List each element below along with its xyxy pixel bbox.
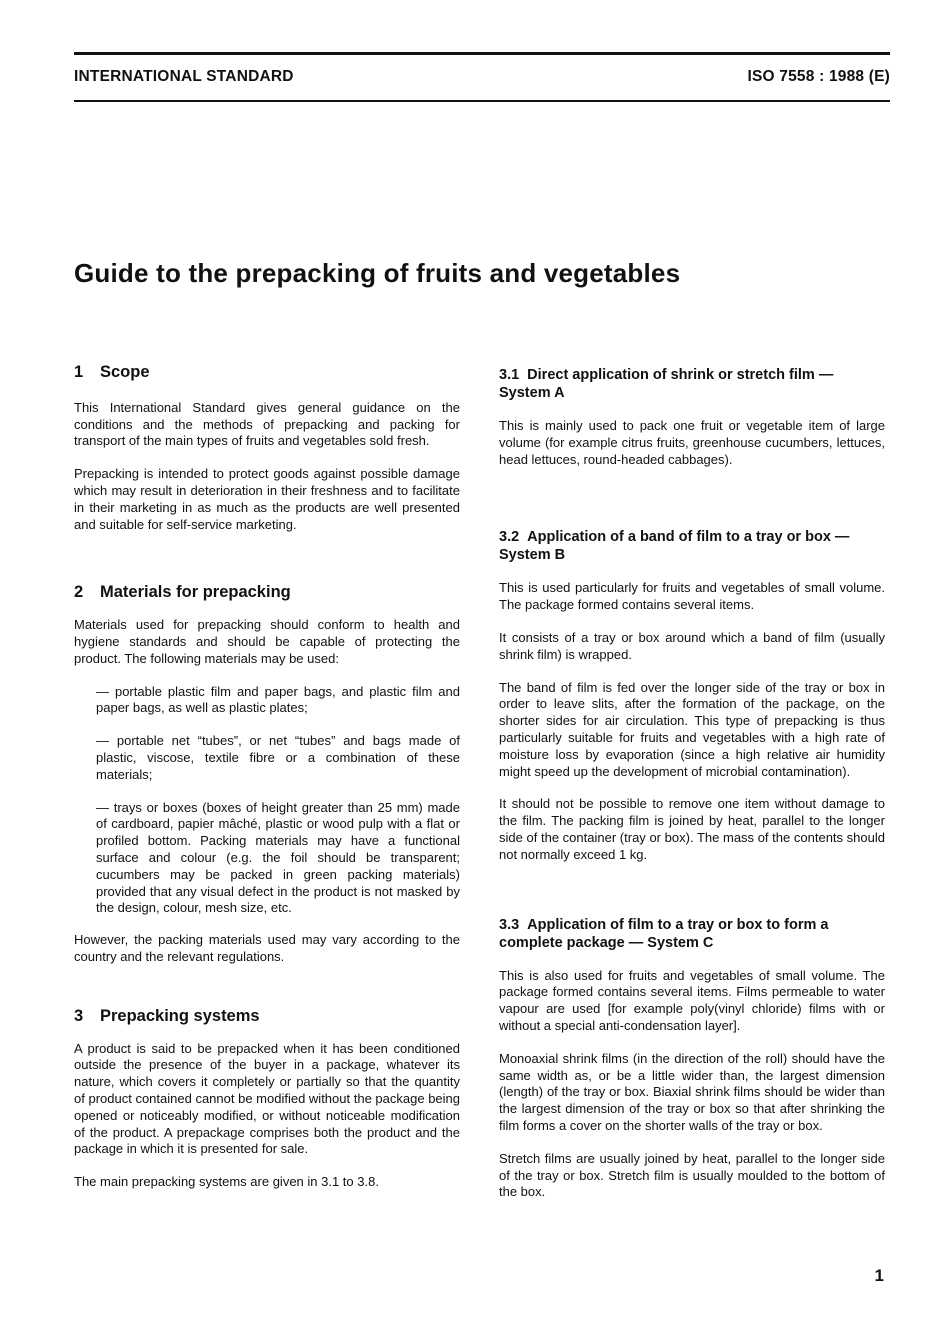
subsection-title: Direct application of shrink or stretch film — System A: [499, 367, 834, 401]
section-title: Scope: [100, 363, 150, 381]
subsection-title: Application of a band of film to a tray or box — System B: [499, 529, 850, 564]
paragraph: This is mainly used to pack one fruit or vegetable item of large volume (for example citrus fruits, greenhouse cucumbers, lettuces, head lettuces, round-headed cabbages).: [499, 418, 885, 467]
section-number: 1: [74, 363, 84, 381]
section-title: Materials for prepacking: [100, 583, 291, 602]
subsection-title: Application of film to a tray or box to form a complete package — System C: [499, 916, 829, 951]
document-title: Guide to the prepacking of fruits and vegetables: [74, 258, 681, 288]
paragraph: The band of film is fed over the longer side of the tray or box in order to leave slits, after the formation of the package, on the shorter sides for air circulation. This type of prepacking is thus particularly suitable for fruits and vegetables with a high rate of moisture loss by evaporation (since a high relative air humidity might speed up the development of microbial contamination).: [499, 679, 885, 779]
section-number: 3: [74, 1006, 84, 1025]
subsection-number: 3.1: [499, 367, 520, 383]
right-column: [499, 366, 885, 1201]
section-title: Prepacking systems: [100, 1006, 260, 1025]
list-item: — portable plastic film and paper bags, and plastic film and paper bags, as well as plastic plates;: [96, 683, 460, 716]
subsection-number: 3.2: [499, 529, 520, 546]
paragraph: Materials used for prepacking should conform to health and hygiene standards and should be capable of protecting the product. The following materials may be used:: [74, 617, 460, 666]
subsection-heading-system-c: [499, 916, 885, 952]
paragraph: The main prepacking systems are given in 3.1 to 3.8.: [74, 1174, 379, 1190]
section-heading-materials: [74, 584, 460, 601]
paragraph: It should not be possible to remove one item without damage to the film. The packing film is joined by heat, parallel to the longer side of the container (tray or box). The mass of the contents should not normally exceed 1 kg.: [499, 796, 885, 862]
section-heading-systems: [74, 1008, 460, 1025]
paragraph: This is used particularly for fruits and vegetables of small volume. The package formed contains several items.: [499, 580, 885, 613]
section-heading-scope: [74, 364, 460, 381]
paragraph: However, the packing materials used may vary according to the country and the relevant regulations.: [74, 932, 460, 964]
list-item: — portable net “tubes”, or net “tubes” and bags made of plastic, viscose, textile fibre or a combination of these materials;: [96, 733, 460, 782]
header-rule-bottom: [74, 100, 890, 102]
section-number: 2: [74, 583, 84, 602]
header-rule-top: [74, 52, 890, 55]
paragraph: Monoaxial shrink films (in the direction of the roll) should have the same width as, or be a little wider than, the largest dimension (length) of the tray or box. Biaxial shrink films should be wider than the largest dimension of the tray or box so that after shrinking the film forms a cover on the shorter walls of the tray or box.: [499, 1050, 885, 1133]
paragraph: Prepacking is intended to protect goods against possible damage which may result in deterioration in their freshness and to facilitate in their marketing in as much as the products are well presented and suitable for self-service marketing.: [74, 466, 460, 532]
paragraph: Stretch films are usually joined by heat, parallel to the longer side of the tray or box. Stretch film is usually moulded to the bottom of the box.: [499, 1150, 885, 1200]
subsection-number: 3.3: [499, 916, 520, 933]
header-document-number: ISO 7558 : 1988 (E): [747, 68, 890, 85]
paragraph: It consists of a tray or box around which a band of film (usually shrink film) is wrapped.: [499, 629, 885, 662]
subsection-heading-system-a: [499, 366, 885, 402]
paragraph: This International Standard gives general guidance on the conditions and the methods of prepacking and packing for transport of the main types of fruits and vegetables sold fresh.: [74, 399, 460, 449]
list-item: — trays or boxes (boxes of height greater than 25 mm) made of cardboard, papier mâché, plastic or wood pulp with a flat or profiled bottom. Packing materials may have a functional surface and colour (e.g. the foil should be transparent; cucumbers may be packed in green packing materials) provided that any visual defect in the product is not masked by the design, colour, mesh size, etc.: [96, 799, 460, 916]
paragraph: A product is said to be prepacked when it has been conditioned outside the presence of the buyer in a package, whatever its nature, which covers it completely or partially so that the quantity of product contained cannot be modified without the package being opened or noticeably modified, or without noticeable modification of the product. A prepackage comprises both the product and the package in which it is presented for sale.: [74, 1040, 460, 1157]
paragraph: This is also used for fruits and vegetables of small volume. The package formed contains several items. Films permeable to water vapour are used [for example poly(vinyl chloride) films with or without a special anti-condensation layer].: [499, 967, 885, 1033]
subsection-heading-system-b: [499, 528, 885, 564]
left-column: [74, 364, 460, 1191]
page-number: 1: [874, 1266, 884, 1285]
header-standard-label: INTERNATIONAL STANDARD: [74, 68, 294, 85]
